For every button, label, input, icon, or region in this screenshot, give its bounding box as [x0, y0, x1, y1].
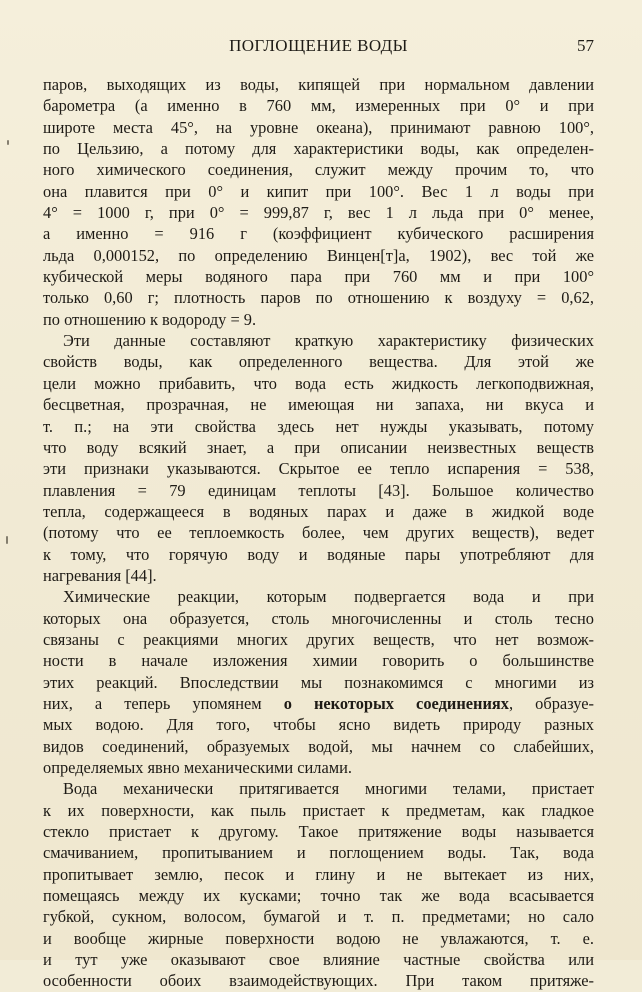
- page-number: 57: [577, 36, 594, 55]
- text-line: губкой, сукном, волосом, бумагой и т. п. предметами; но сало: [43, 907, 594, 927]
- text-line: мых водою. Для того, чтобы ясно видеть природу разных: [43, 715, 594, 735]
- paragraph-start-line: Химические реакции, которым подвергается вода и при: [63, 587, 594, 607]
- text-line-with-emphasis: [43, 693, 594, 714]
- text-fragment: , образуе-: [509, 693, 595, 713]
- scan-mark: [7, 140, 9, 145]
- text-line: связаны с реакциями многих других веществ, что нет возмож-: [43, 629, 594, 649]
- text-line: особенности обоих взаимодействующих. При таком притяже-: [43, 971, 594, 991]
- text-line: и тут уже оказывают свое влияние частные свойства или: [43, 950, 594, 970]
- text-fragment: них, а теперь упомянем: [43, 693, 284, 713]
- running-title: ПОГЛОЩЕНИЕ ВОДЫ: [229, 36, 408, 55]
- text-line: широте места 45°, на уровне океана), принимают равною 100°,: [43, 117, 594, 137]
- text-line: что воду всякий знает, а при описании неизвестных веществ: [43, 437, 594, 457]
- paragraph-start-line: Эти данные составляют краткую характеристику физических: [63, 331, 594, 351]
- text-line: барометра (а именно в 760 мм, измеренных при 0° и при: [43, 96, 594, 116]
- text-line: льда 0,000152, по определению Винцен[т]а, 1902), вес той же: [43, 245, 594, 265]
- text-line: и вообще жирные поверхности водою не увлажаются, т. е.: [43, 928, 594, 948]
- text-line: к их поверхности, как пыль пристает к предметам, как гладкое: [43, 800, 594, 820]
- text-line: этих реакций. Впоследствии мы познакомимся с многими из: [43, 672, 594, 692]
- text-line: т. п.; на эти свойства здесь нет нужды указывать, потому: [43, 416, 594, 436]
- text-line: пропитывает землю, песок и глину и не вытекает из них,: [43, 864, 594, 884]
- text-line: определяемых явно механическими силами.: [43, 758, 352, 777]
- text-line: 4° = 1000 г, при 0° = 999,87 г, вес 1 л льда при 0° менее,: [43, 203, 594, 223]
- page-header: [43, 34, 594, 62]
- text-line: которых она образуется, столь многочисленны и столь тесно: [43, 608, 594, 628]
- text-line: она плавится при 0° и кипит при 100°. Вес 1 л воды при: [43, 181, 594, 201]
- text-line: кубической меры водяного пара при 760 мм и при 100°: [43, 267, 594, 287]
- text-line: паров, выходящих из воды, кипящей при нормальном давлении: [43, 75, 594, 94]
- bold-phrase: о некоторых соединениях: [283, 693, 509, 713]
- text-line: стекло пристает к другому. Такое притяжение воды называется: [43, 822, 594, 842]
- scan-mark: [6, 536, 8, 544]
- text-line: только 0,60 г; плотность паров по отношению к воздуху = 0,62,: [43, 288, 594, 308]
- text-line: эти признаки указываются. Скрытое ее тепло испарения = 538,: [43, 459, 594, 479]
- text-line: бесцветная, прозрачная, не имеющая ни запаха, ни вкуса и: [43, 395, 594, 415]
- text-line: свойств воды, как определенного вещества. Для этой же: [43, 352, 594, 372]
- paragraph-start-line: Вода механически притягивается многими телами, пристает: [63, 779, 594, 799]
- text-line: смачиванием, пропитыванием и поглощением воды. Так, вода: [43, 843, 594, 863]
- text-line: (потому что ее теплоемкость более, чем других веществ), ведет: [43, 523, 594, 543]
- text-line: а именно = 916 г (коэффициент кубического расширения: [43, 224, 594, 244]
- text-line: к тому, что горячую воду и водяные пары употребляют для: [43, 544, 594, 564]
- text-line: помещаясь между их кусками; точно так же вода всасывается: [43, 886, 594, 906]
- text-line: по отношению к водороду = 9.: [43, 309, 257, 329]
- text-line: тепла, содержащееся в водяных парах и даже в жидкой воде: [43, 501, 594, 521]
- text-line: плавления = 79 единицам теплоты [43]. Большое количество: [43, 480, 594, 500]
- text-line: ности в начале изложения химии говорить о большинстве: [43, 651, 594, 671]
- text-line: по Цельзию, а потому для характеристики воды, как определен-: [43, 139, 594, 159]
- text-line: цели можно прибавить, что вода есть жидкость легкоподвижная,: [43, 373, 594, 393]
- text-line: ного химического соединения, служит между прочим то, что: [43, 160, 594, 180]
- text-line: нагревания [44].: [43, 565, 157, 585]
- page-text: [43, 74, 594, 992]
- text-line: видов соединений, образуемых водой, мы начнем со слабейших,: [43, 736, 594, 756]
